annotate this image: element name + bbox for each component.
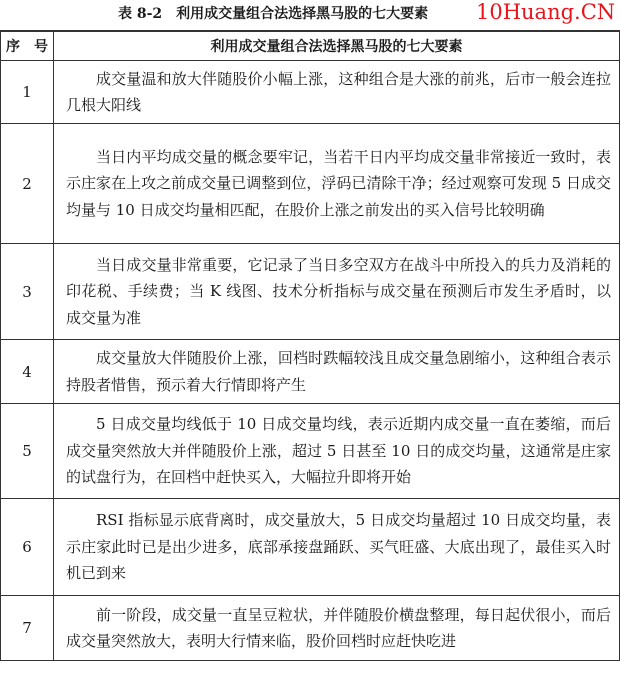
elements-table (0, 30, 620, 661)
row-text-content: 5 日成交量均线低于 10 日成交量均线，表示近期内成交量一直在萎缩，而后成交量突然放大并伴随股价上涨，超过 5 日甚至 10 日的成交均量，这通常是庄家的试盘行为，在回档中赶快买入，大幅拉升即将开始 (66, 415, 611, 487)
table-row (1, 61, 620, 124)
row-index: 1 (1, 61, 54, 124)
table-caption-bar (0, 0, 620, 28)
row-text (54, 499, 620, 596)
row-text (54, 596, 620, 661)
table-row (1, 124, 620, 244)
table-caption: 表 8-2 利用成交量组合法选择黑马股的七大要素 (118, 6, 429, 22)
row-text-content: 当日内平均成交量的概念要牢记，当若干日内平均成交量非常接近一致时，表示庄家在上攻之前成交量已调整到位，浮码已清除干净；经过观察可发现 5 日成交均量与 10 日成交均量相匹配，在股价上涨之前发出的买入信号比较明确 (66, 147, 611, 219)
row-text-content: RSI 指标显示底背离时，成交量放大，5 日成交均量超过 10 日成交均量，表示庄家此时已是出少进多，底部承接盘踊跃、买气旺盛、大底出现了，最佳买入时机已到来 (66, 511, 611, 583)
table-row (1, 244, 620, 340)
row-index: 2 (1, 124, 54, 244)
watermark: 10Huang.CN (476, 0, 616, 24)
row-text (54, 61, 620, 124)
table-row (1, 499, 620, 596)
row-text (54, 340, 620, 404)
row-text-content: 当日成交量非常重要，它记录了当日多空双方在战斗中所投入的兵力及消耗的印花税、手续费；当 K 线图、技术分析指标与成交量在预测后市发生矛盾时，以成交量为准 (66, 255, 611, 327)
row-text-content: 前一阶段，成交量一直呈豆粒状，并伴随股价横盘整理，每日起伏很小，而后成交量突然放大，表明大行情来临，股价回档时应赶快吃进 (66, 605, 611, 650)
row-text (54, 404, 620, 499)
row-index: 4 (1, 340, 54, 404)
header-index: 序 号 (1, 31, 54, 61)
row-index: 5 (1, 404, 54, 499)
header-content: 利用成交量组合法选择黑马股的七大要素 (54, 31, 620, 61)
header-row (1, 31, 620, 61)
row-text (54, 124, 620, 244)
table-row (1, 340, 620, 404)
table-row (1, 596, 620, 661)
table-row (1, 404, 620, 499)
row-text-content: 成交量放大伴随股价上涨，回档时跌幅较浅且成交量急剧缩小，这种组合表示持股者惜售，预示着大行情即将产生 (66, 349, 611, 394)
row-index: 3 (1, 244, 54, 340)
row-index: 6 (1, 499, 54, 596)
row-text (54, 244, 620, 340)
row-text-content: 成交量温和放大伴随股价小幅上涨，这种组合是大涨的前兆，后市一般会连拉几根大阳线 (66, 69, 611, 114)
row-index: 7 (1, 596, 54, 661)
